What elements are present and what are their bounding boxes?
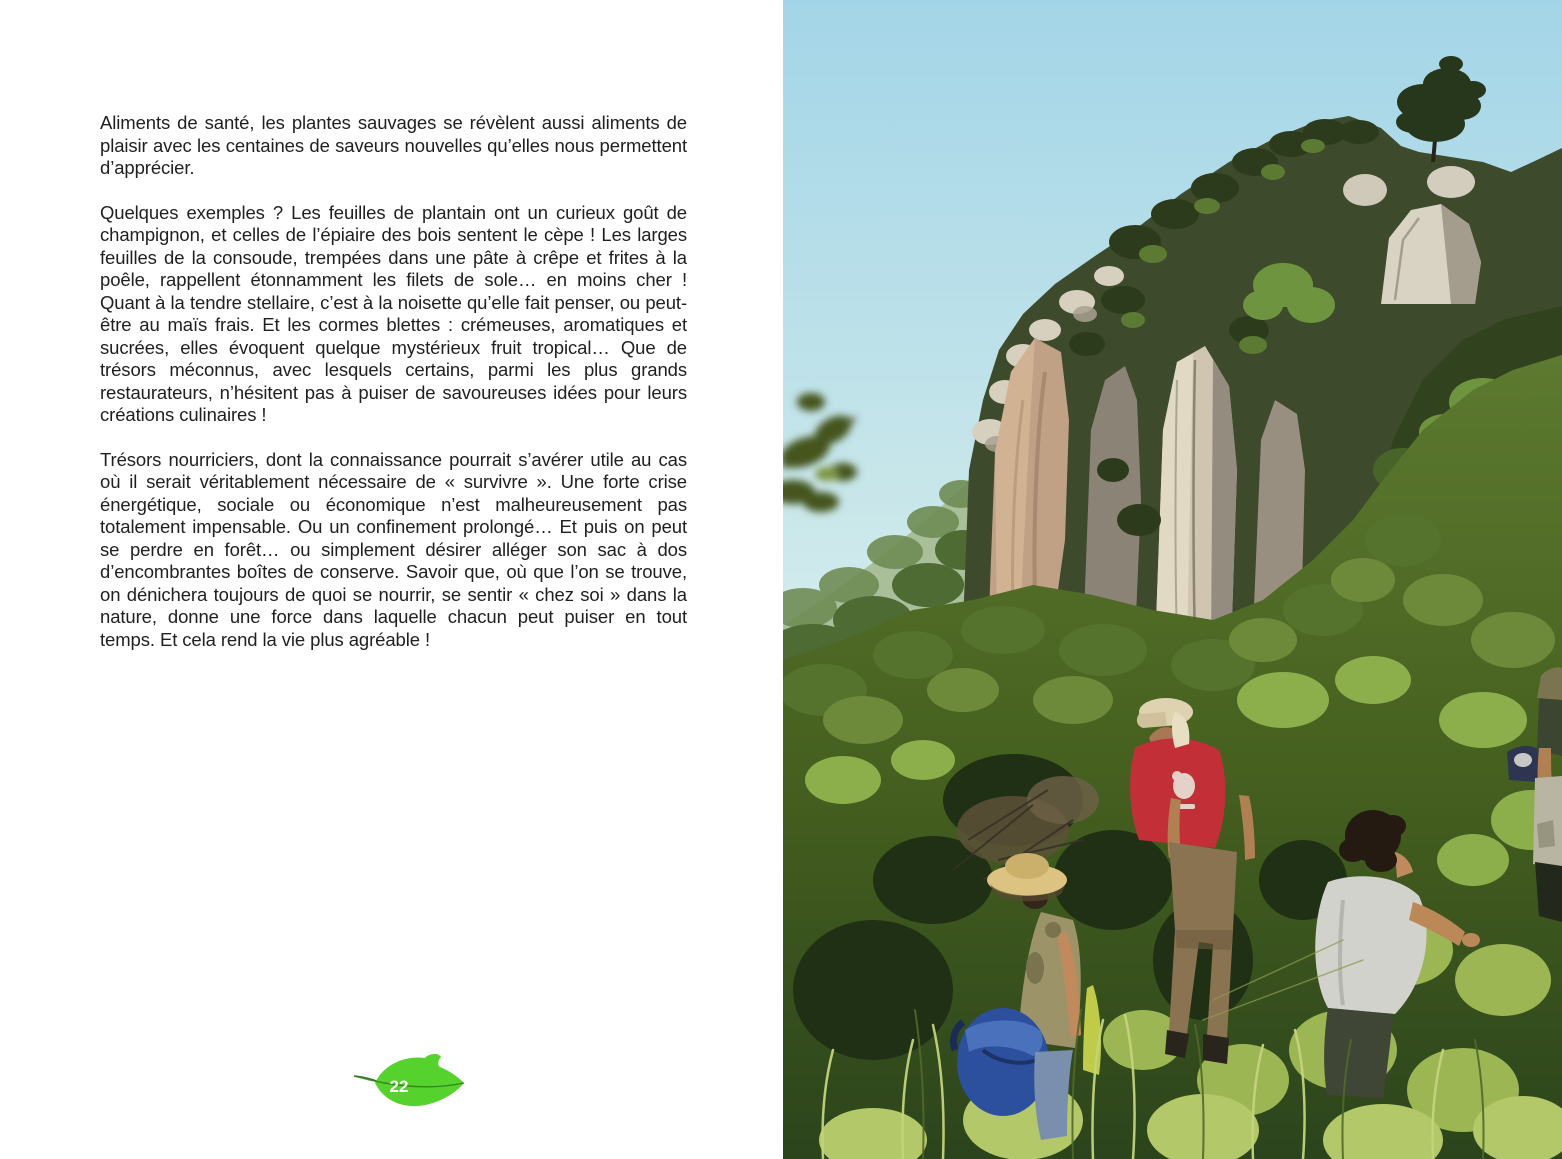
boot-2: [1165, 1030, 1189, 1058]
page-number: 22: [389, 1077, 409, 1096]
photo-illustration: [783, 0, 1562, 1159]
body-paragraph-3: Trésors nourriciers, dont la connaissance pourrait s’avérer utile au cas où il serait véritablement nécessaire de « survivre ». Une forte crise énergétique, sociale ou économique n’est malheureusement pas totalement impensable. Ou un confinement prolongé… Et puis on peut se perdre en forêt… ou simplement désirer alléger son sac à dos d’encombrantes boîtes de conserve. Savoir que, où que l’on se trouve, on dénichera toujours de quoi se nourrir, se sentir « chez soi » dans la nature, donne une force dans laquelle chacun peut puiser en tout temps. Et cela rend la vie plus agréable !: [100, 448, 687, 650]
body-paragraph-1: Aliments de santé, les plantes sauvages se révèlent aussi aliments de plaisir avec les centaines de saveurs nouvelles qu’elles nous permettent d’apprécier.: [100, 112, 687, 178]
boot: [1203, 1034, 1229, 1064]
leaf-icon: [352, 1046, 470, 1116]
hand: [1462, 933, 1480, 947]
body-paragraph-2: Quelques exemples ? Les feuilles de plantain ont un curieux goût de champignon, et celles de l’épiaire des bois sentent le cèpe ! Les larges feuilles de la consoude, trempées dans une pâte à crêpe et frites à la poêle, rappellent étonnamment les filets de sole… en moins cher ! Quant à la tendre stellaire, c’est à la noisette qu’elle fait penser, ou peut-être au maïs frais. Et les cormes blettes : crémeuses, aromatiques et sucrées, elles évoquent quelque mystérieux fruit tropical… Que de trésors méconnus, avec lesquels certains, parmi les plus grands restaurateurs, n’hésitent pas à puiser de savoureuses idées pour leurs créations culinaires !: [100, 201, 687, 425]
page-number-leaf: [352, 1046, 470, 1116]
dark-pants: [1324, 1008, 1393, 1098]
leaf-body: [375, 1054, 464, 1106]
lower-leg-shadow: [1535, 862, 1562, 922]
cap-brim: [1137, 712, 1167, 728]
hikers-photo: [783, 0, 1562, 1159]
straw-hat-crown: [1005, 853, 1049, 879]
left-page-text: [100, 112, 687, 673]
dark-shirt: [1537, 694, 1562, 756]
